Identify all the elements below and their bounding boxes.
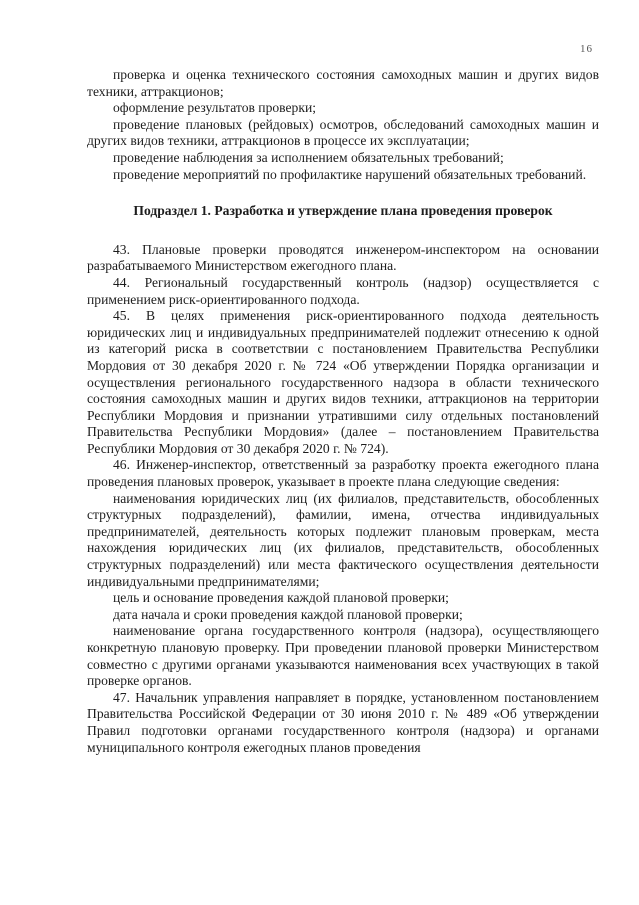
document-body [87,67,599,756]
paragraph: 43. Плановые проверки проводятся инженером-инспектором на основании разрабатываемого Министерством ежегодного плана. [87,241,599,274]
paragraph: проверка и оценка технического состояния самоходных машин и других видов техники, аттракционов; [87,67,599,99]
paragraph: цель и основание проведения каждой плановой проверки; [113,590,449,606]
paragraph: проведение наблюдения за исполнением обязательных требований; [113,149,504,165]
paragraph: оформление результатов проверки; [113,100,316,116]
paragraph: проведение мероприятий по профилактике нарушений обязательных требований. [113,166,587,182]
page-number: 16 [580,43,593,55]
paragraph: 44. Региональный государственный контроль (надзор) осуществляется с применением риск-ориентированного подхода. [87,274,599,307]
paragraph: наименования юридических лиц (их филиалов, представительств, обособленных структурных подразделений), фамилии, имена, отчества индивидуальных предпринимателей, деятельность которых подлежит плановым проверкам, места нахождения юридических лиц (их филиалов, представительств, обособленных структурных подразделений) или места фактического осуществления деятельности индивидуальными предпринимателями; [87,490,599,589]
paragraph: дата начала и сроки проведения каждой плановой проверки; [113,606,463,622]
paragraph: 45. В целях применения риск-ориентированного подхода деятельность юридических лиц и индивидуальных предпринимателей подлежит отнесению к одной из категорий риска в соответствии с постановлением Правительства Республики Мордовия от 30 декабря 2020 г. № 724 «Об утверждении Порядка организации и осуществления регионального государственного надзора в области технического состояния самоходных машин и других видов техники, аттракционов на территории Республики Мордовия и признании утратившими силу отдельных постановлений Правительства Республики Мордовия» (далее – постановлением Правительства Республики Мордовия от 30 декабря 2020 г. № 724). [87,308,599,456]
paragraph: 47. Начальник управления направляет в порядке, установленном постановлением Правительства Российской Федерации от 30 июня 2010 г. № 489 «Об утверждении Правил подготовки органами государственного контроля (надзора) и органами муниципального контроля ежегодных планов проведения [87,689,599,755]
subsection-title: Подраздел 1. Разработка и утверждение плана проведения проверок [133,203,553,219]
paragraph: 46. Инженер-инспектор, ответственный за разработку проекта ежегодного плана проведения плановых проверок, указывает в проекте плана следующие сведения: [87,457,599,490]
paragraph: наименование органа государственного контроля (надзора), осуществляющего конкретную плановую проверку. При проведении плановой проверки Министерством совместно с другими органами указываются наименования всех участвующих в такой проверке органов. [87,623,599,689]
paragraph: проведение плановых (рейдовых) осмотров, обследований самоходных машин и других видов техники, аттракционов в процессе их эксплуатации; [87,116,599,149]
